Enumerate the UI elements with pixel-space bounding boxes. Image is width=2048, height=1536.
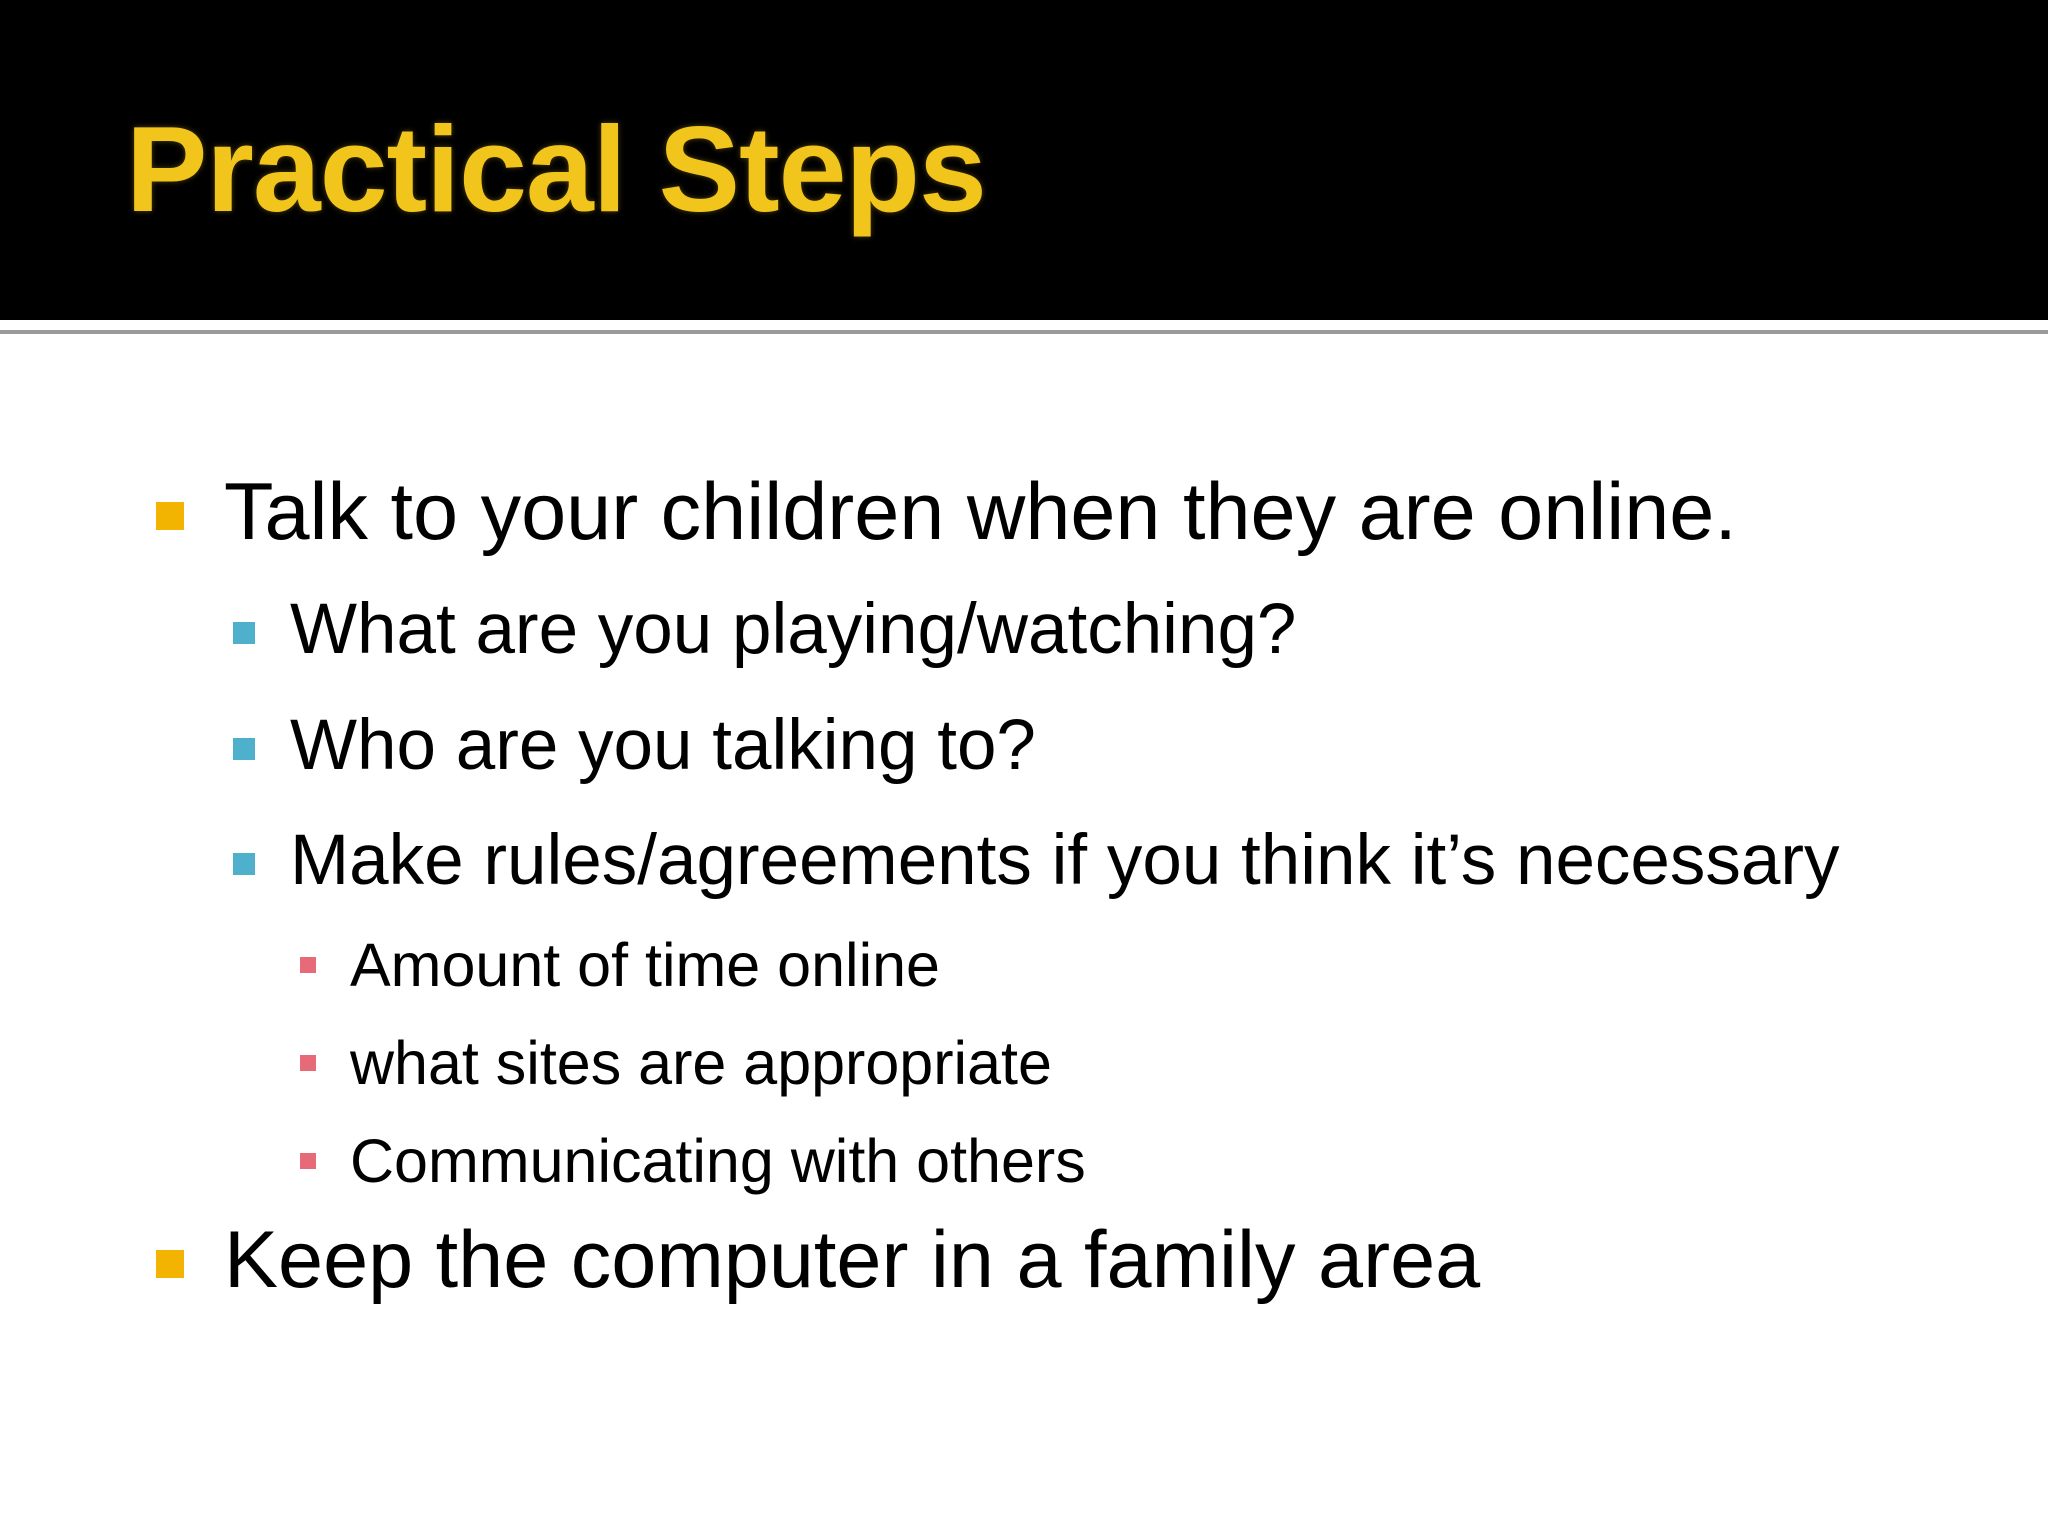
- bullet-text: Amount of time online: [350, 931, 940, 999]
- bullet-text: Talk to your children when they are online.: [224, 467, 1737, 557]
- slide-header: [0, 0, 2048, 320]
- bullet-text: Communicating with others: [350, 1127, 1086, 1195]
- square-bullet-icon: [233, 853, 255, 875]
- square-bullet-icon: [300, 957, 316, 973]
- square-bullet-icon: [300, 1153, 316, 1169]
- bullet-text: what sites are appropriate: [350, 1029, 1052, 1097]
- bullet-text: What are you playing/watching?: [290, 590, 1297, 669]
- bullet-text: Keep the computer in a family area: [224, 1215, 1481, 1305]
- square-bullet-icon: [233, 738, 255, 760]
- bullet-text: Who are you talking to?: [290, 706, 1036, 785]
- square-bullet-icon: [156, 1250, 184, 1278]
- square-bullet-icon: [300, 1055, 316, 1071]
- square-bullet-icon: [233, 622, 255, 644]
- header-divider: [0, 330, 2048, 334]
- square-bullet-icon: [156, 502, 184, 530]
- bullet-text: Make rules/agreements if you think it’s necessary: [290, 821, 1840, 900]
- slide-title: Practical Steps: [126, 101, 986, 237]
